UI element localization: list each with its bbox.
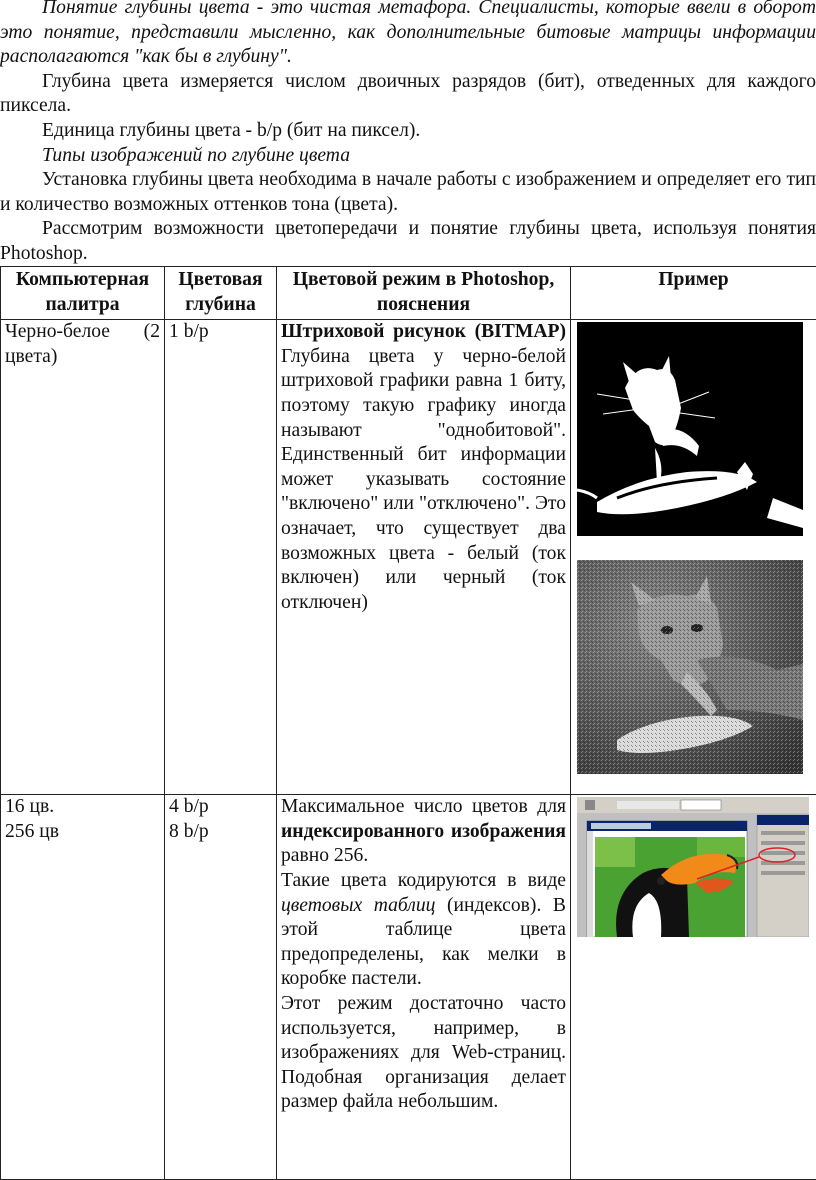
grayscale-cat-image: [577, 560, 803, 774]
depth-8: 8 b/p: [169, 820, 272, 845]
mode-title: Штриховой рисунок (BITMAP): [281, 321, 566, 342]
intro-paragraph-photoshop: Рассмотрим возможности цветопередачи и понятие глубины цвета, используя понятия Photoshop.: [0, 217, 816, 266]
cell-palette: Черно-белое (2 цвета): [1, 320, 165, 795]
palette-16: 16 цв.: [5, 795, 160, 820]
header-example: Пример: [571, 267, 816, 320]
header-mode: Цветовой режим в Photoshop, пояснения: [277, 267, 571, 320]
intro-text: [0, 0, 816, 267]
intro-paragraph-measure: Глубина цвета измеряется числом двоичных разрядов (бит), отведенных для каждого пиксела.: [0, 70, 816, 119]
cell-example: [571, 320, 816, 795]
photoshop-indexed-screenshot: [577, 797, 809, 937]
intro-subheading: Типы изображений по глубине цвета: [0, 144, 816, 169]
table-row: [1, 795, 816, 1180]
header-depth: Цветовая глубина: [165, 267, 277, 320]
table-header-row: [1, 267, 816, 320]
cell-mode: [277, 795, 571, 1180]
table-row: [1, 320, 816, 795]
cell-depth: 1 b/p: [165, 320, 277, 795]
color-depth-table: [0, 266, 816, 1180]
intro-paragraph-setup: Установка глубины цвета необходима в начале работы с изображением и определяет его тип и количество возможных оттенков тона (цвета).: [0, 168, 816, 217]
intro-paragraph-unit: Единица глубины цвета - b/p (бит на пиксел).: [0, 119, 816, 144]
mode-description: Глубина цвета у черно-белой штриховой графики равна 1 биту, поэтому такую графику иногда называют "однобитовой". Единственный бит информации может указывать состояние "включено" или "отключено". Это означает, что существует два возможных цвета - белый (ток включен) или черный (ток отключен): [281, 346, 566, 613]
indexed-max-colors: Максимальное число цветов для индексированного изображения равно 256.: [281, 795, 566, 869]
bitmap-cat-image: [577, 322, 803, 536]
intro-paragraph-metaphor: Понятие глубины цвета - это чистая метафора. Специалисты, которые ввели в оборот это понятие, представили мысленно, как дополнительные битовые матрицы информации располагаются "как бы в глубину".: [0, 0, 816, 70]
depth-4: 4 b/p: [169, 795, 272, 820]
cell-mode: [277, 320, 571, 795]
header-palette: Компьютерная палитра: [1, 267, 165, 320]
web-usage-text: Этот режим достаточно часто используется, например, в изображениях для Web-страниц. Подобная организация делает размер файла небольшим.: [281, 992, 566, 1115]
palette-256: 256 цв: [5, 820, 160, 845]
cell-example: [571, 795, 816, 1180]
cell-depth: [165, 795, 277, 1180]
cell-palette: [1, 795, 165, 1180]
color-tables-text: Такие цвета кодируются в виде цветовых таблиц (индексов). В этой таблице цвета предопределены, как мелки в коробке пастели.: [281, 869, 566, 992]
